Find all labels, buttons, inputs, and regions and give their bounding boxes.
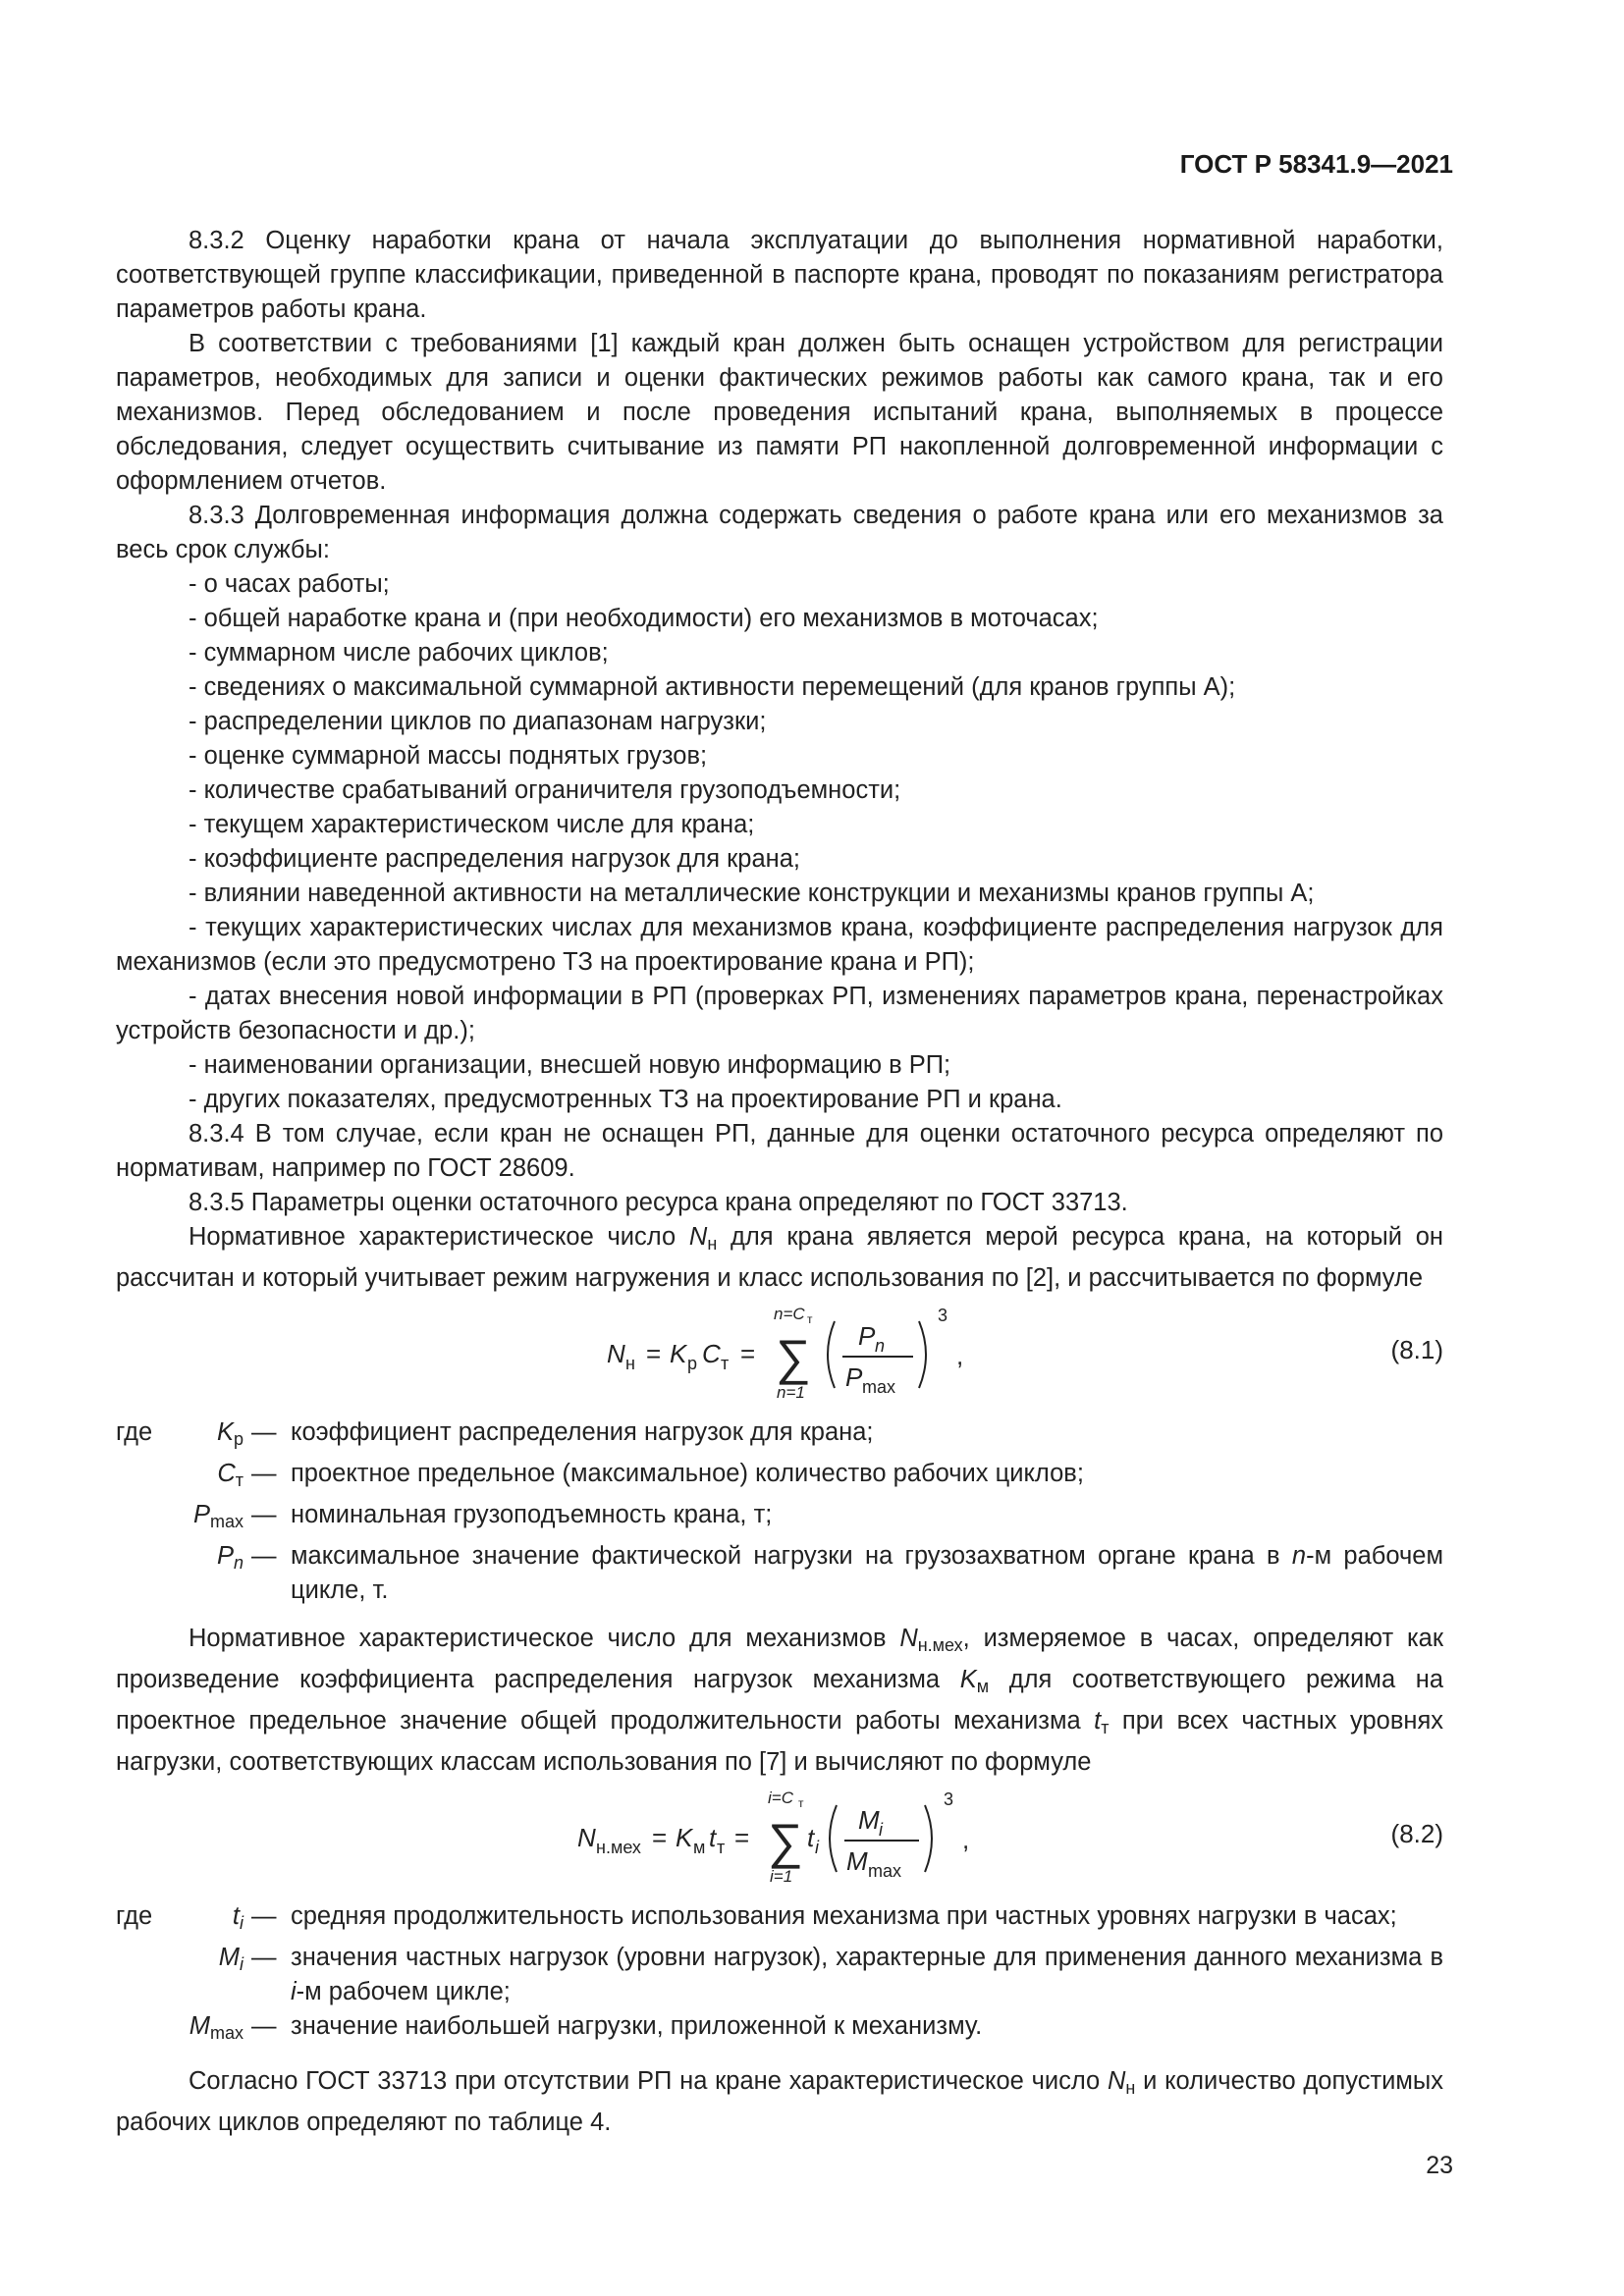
formula-ti-symbol: t [807, 1823, 815, 1852]
list-item: - датах внесения новой информации в РП (проверках РП, изменениях параметров крана, перенастройках устройств безопасности и др.); [116, 983, 1443, 1044]
fraction-denominator-symbol: P [845, 1362, 863, 1392]
formula-equals-2: = [734, 1823, 750, 1852]
fraction-numerator-symbol: M [858, 1805, 880, 1835]
list-item: - сведениях о максимальной суммарной активности перемещений (для кранов группы А); [189, 673, 1236, 701]
formula-c-subscript: т [721, 1354, 730, 1373]
sum-upper-limit: i=C [768, 1789, 793, 1807]
formula-c-symbol: C [702, 1339, 721, 1368]
definition-row: $M_{max}$ — значение наибольшей нагрузки, приложенной к механизму. [189, 2012, 983, 2043]
sum-upper-limit: n=C [774, 1305, 805, 1323]
sum-lower-limit: i=1 [770, 1867, 793, 1886]
fraction-denominator-subscript: max [862, 1377, 896, 1397]
left-paren [830, 1805, 837, 1872]
formula-lhs-symbol: N [577, 1823, 596, 1852]
list-item: - наименовании организации, внесшей новую информацию в РП; [189, 1051, 951, 1079]
right-paren [919, 1321, 926, 1388]
paragraph-8-3-3: 8.3.3 Долговременная информация должна содержать сведения о работе крана или его механизмов за весь срок службы: [116, 502, 1443, 563]
list-item: - суммарном числе рабочих циклов; [189, 639, 609, 667]
formula-t-subscript: т [717, 1838, 726, 1857]
paragraph-8-3-2: 8.3.2 Оценку наработки крана от начала эксплуатации до выполнения нормативной наработки, соответствующей группе классификации, приведенной в паспорте крана, проводят по показаниям регистратора параметров работы крана. [116, 227, 1443, 323]
page-number: 23 [1426, 2152, 1453, 2179]
formula-equals: = [652, 1823, 668, 1852]
fraction-denominator-symbol: M [846, 1846, 868, 1876]
formula-k-subscript: м [693, 1838, 706, 1857]
paragraph-mechanism-number: Нормативное характеристическое число для механизмов $N_{н.мех}$, измеряемое в часах, определяют как произведение коэффициента распределения нагрузок механизма $K_м$ для соответствующего режима на проектное предельное значение общей продолжительности работы механизма $t_т$ при всех частных уровнях нагрузки, соответствующих классам использования по [7] и вычисляют по формуле [116, 1625, 1444, 1776]
paragraph-registrator-requirements: В соответствии с требованиями [1] каждый кран должен быть оснащен устройством для регистрации параметров, необходимых для записи и оценки фактических режимов работы как самого крана, так и его механизмов. Перед обследованием и после проведения испытаний крана, выполняемых в процессе обследования, следует осуществить считывание из памяти РП накопленной долговременной информации с оформлением отчетов. [116, 330, 1443, 495]
formula-8-1-definitions [116, 1415, 1443, 1608]
formula-lhs-subscript: н [625, 1354, 635, 1373]
fraction-numerator-subscript: n [875, 1336, 886, 1356]
paragraph-final: Согласно ГОСТ 33713 при отсутствии РП на кране характеристическое число $N_н$ и количество допустимых рабочих циклов определяют по таблице 4. [116, 2067, 1444, 2136]
power: 3 [944, 1789, 954, 1809]
formula-ti-subscript: i [815, 1838, 819, 1857]
formula-lhs-symbol: N [607, 1339, 625, 1368]
formula-comma: , [962, 1825, 970, 1854]
formula-8-2 [116, 1780, 1443, 1894]
definition-row: где $K_р$ — коэффициент распределения нагрузок для крана; [116, 1415, 1443, 1457]
formula-k-symbol: K [676, 1823, 693, 1852]
formula-t-symbol: t [709, 1823, 717, 1852]
formula-8-2-definitions [116, 1899, 1443, 2051]
power: 3 [938, 1306, 948, 1325]
list-item: - других показателях, предусмотренных ТЗ на проектирование РП и крана. [189, 1086, 1062, 1113]
definition-row: $P_n$ — максимальное значение фактической нагрузки на грузозахватном органе крана в n-м рабочем цикле, т. [216, 1542, 1443, 1604]
formula-equals: = [646, 1339, 662, 1368]
fraction-numerator-symbol: P [858, 1321, 876, 1351]
paragraph-nn-definition: Нормативное характеристическое число $N_н$ для крана является мерой ресурса крана, на который он рассчитан и который учитывает режим нагружения и класс использования по [2], и рассчитывается по формуле [116, 1223, 1443, 1292]
fraction-denominator-subscript: max [868, 1861, 902, 1881]
definition-row: $P_{max}$ — номинальная грузоподъемность крана, т; [192, 1501, 773, 1531]
list-item: - коэффициенте распределения нагрузок для крана; [189, 845, 800, 873]
formula-equals-2: = [740, 1339, 756, 1368]
document-header: ГОСТ Р 58341.9—2021 [1179, 149, 1453, 179]
list-item: - текущих характеристических числах для механизмов крана, коэффициенте распределения нагрузок для механизмов (если это предусмотрено ТЗ на проектирование крана и РП); [116, 914, 1443, 976]
definition-row: $C_т$ — проектное предельное (максимальное) количество рабочих циклов; [217, 1460, 1084, 1490]
definition-row: $M_i$ — значения частных нагрузок (уровни нагрузок), характерные для применения данного механизма в i-м рабочем цикле; [218, 1944, 1443, 2005]
sum-upper-limit-subscript: т [798, 1796, 804, 1810]
equation-number: (8.1) [1390, 1335, 1443, 1364]
formula-8-2-expression [577, 1780, 1029, 1894]
list-item: - распределении циклов по диапазонам нагрузки; [189, 708, 767, 735]
list-item: - общей наработке крана и (при необходимости) его механизмов в моточасах; [189, 605, 1099, 632]
sum-sign: ∑ [768, 1814, 803, 1869]
right-paren [925, 1805, 932, 1872]
list-item: - оценке суммарной массы поднятых грузов; [189, 742, 708, 770]
formula-k-subscript: р [687, 1354, 698, 1373]
left-paren [828, 1321, 835, 1388]
formula-lhs-subscript: н.мех [596, 1838, 641, 1857]
list-item: - текущем характеристическом числе для крана; [189, 811, 755, 838]
info-list [116, 567, 1443, 1117]
where-label: где [116, 1902, 153, 1930]
fraction-numerator-subscript: i [879, 1820, 883, 1840]
list-item: - количестве срабатываний ограничителя грузоподъемности; [189, 776, 901, 804]
formula-8-1-expression [607, 1296, 1058, 1410]
definition-row: где $t_i$ — средняя продолжительность использования механизма при частных уровнях нагрузки в часах; [116, 1899, 1443, 1941]
list-item: - влиянии наведенной активности на металлические конструкции и механизмы кранов группы А; [189, 880, 1315, 907]
paragraph-8-3-4: 8.3.4 В том случае, если кран не оснащен РП, данные для оценки остаточного ресурса определяют по нормативам, например по ГОСТ 28609. [116, 1120, 1443, 1182]
where-label: где [116, 1418, 153, 1446]
formula-k-symbol: K [670, 1339, 687, 1368]
sum-sign: ∑ [776, 1330, 811, 1385]
formula-comma: , [956, 1341, 964, 1370]
paragraph-8-3-5: 8.3.5 Параметры оценки остаточного ресурса крана определяют по ГОСТ 33713. [189, 1189, 1128, 1216]
formula-8-1 [116, 1296, 1443, 1410]
sum-upper-limit-subscript: т [807, 1312, 813, 1326]
list-item: - о часах работы; [189, 570, 390, 598]
sum-lower-limit: n=1 [777, 1383, 805, 1402]
document-body [116, 224, 1443, 2140]
equation-number: (8.2) [1390, 1819, 1443, 1848]
